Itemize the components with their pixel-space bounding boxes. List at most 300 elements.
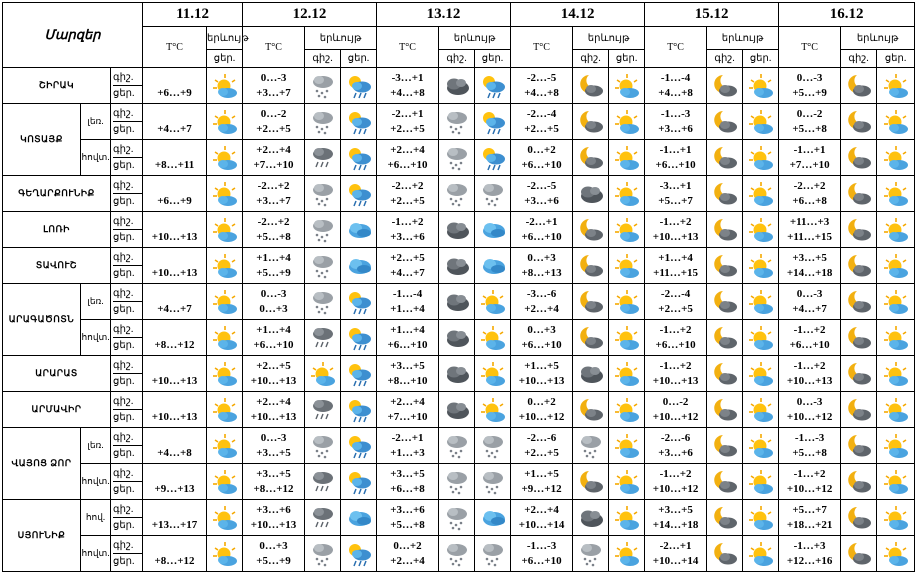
temp-cell: [143, 536, 207, 572]
day-temp: +3…+6: [524, 194, 559, 207]
date-header: 16.12: [779, 3, 915, 27]
day-temp: +8…+12: [253, 482, 294, 495]
night-weather-cell: [439, 248, 475, 284]
moon-cloud-icon: [573, 252, 608, 280]
moon-cloud-icon: [841, 72, 876, 100]
night-temp: +1…+5: [524, 467, 559, 480]
day-temp: +6…+10: [521, 554, 562, 567]
temp-cell: [645, 176, 707, 212]
moon-cloud-icon: [707, 144, 742, 172]
sun-icon: [743, 504, 778, 532]
day-temp: +5…+8: [256, 230, 291, 243]
day-weather-cell: [475, 284, 511, 320]
date-header: 11.12: [143, 3, 243, 27]
temp-cell: [511, 464, 573, 500]
night-weather-cell: [707, 284, 743, 320]
night-weather-cell: [305, 176, 341, 212]
night-temp: +3…+5: [390, 467, 425, 480]
night-temp: -1…+2: [793, 467, 826, 480]
forecast-table: [2, 2, 915, 572]
day-temp: +10…+12: [786, 482, 833, 495]
day-temp: +4…+7: [390, 266, 425, 279]
day-temp: +10…+12: [518, 410, 565, 423]
day-weather-cell: [743, 284, 779, 320]
temp-cell: [511, 500, 573, 536]
temp-header: T°C: [143, 27, 207, 68]
day-weather-cell: [475, 68, 511, 104]
day-temp: +3…+7: [256, 86, 291, 99]
temp-cell: [377, 500, 439, 536]
day-weather-cell: [743, 536, 779, 572]
day-weather-cell: [877, 392, 915, 428]
sun-icon: [743, 252, 778, 280]
snow-cloud-icon: [305, 252, 340, 280]
temp-cell: [143, 500, 207, 536]
sun-icon: [609, 108, 644, 136]
temp-cell: [243, 140, 305, 176]
day-weather-cell: [743, 392, 779, 428]
day-temp: +6…+10: [253, 338, 294, 351]
day-temp: +4…+8: [658, 86, 693, 99]
temp-cell: [143, 392, 207, 428]
temp-header: T°C: [645, 27, 707, 68]
sun-icon: [743, 216, 778, 244]
night-temp: +3…+5: [792, 251, 827, 264]
moon-cloud-icon: [573, 324, 608, 352]
day-weather-cell: [341, 320, 377, 356]
sun-icon: [609, 396, 644, 424]
sun-icon: [609, 72, 644, 100]
temp-cell: [511, 392, 573, 428]
weather-cell: [207, 392, 243, 428]
subregion-name: հովտ.: [81, 536, 111, 572]
night-weather-cell: [707, 392, 743, 428]
day-weather-cell: [743, 212, 779, 248]
day-weather-cell: [475, 536, 511, 572]
night-weather-cell: [707, 212, 743, 248]
day-weather-cell: [609, 500, 645, 536]
day-weather-cell: [475, 212, 511, 248]
snow-cloud-icon: [439, 468, 474, 496]
dark-cloud-icon: [439, 252, 474, 280]
night-temp: -2…+2: [257, 179, 290, 192]
sun-icon: [609, 288, 644, 316]
day-weather-cell: [341, 356, 377, 392]
sun-icon: [207, 180, 242, 208]
rain-cloud-icon: [305, 144, 340, 172]
temp-cell: [377, 392, 439, 428]
day-temp: +6…+10: [521, 230, 562, 243]
moon-cloud-icon: [707, 72, 742, 100]
day-temp: +14…+18: [652, 518, 699, 531]
temp-cell: [779, 500, 841, 536]
day-weather-cell: [341, 68, 377, 104]
night-temp: -3…-6: [526, 287, 557, 300]
table-row: [3, 284, 915, 320]
night-weather-cell: [841, 464, 877, 500]
night-label: գիշ.: [113, 288, 134, 299]
temp-cell: [243, 104, 305, 140]
day-weather-cell: [877, 248, 915, 284]
day-weather-cell: [475, 176, 511, 212]
dark-cloud-icon: [439, 216, 474, 244]
day-weather-cell: [341, 248, 377, 284]
temp-cell: [645, 212, 707, 248]
snow-cloud-icon: [305, 180, 340, 208]
sun-icon: [609, 216, 644, 244]
night-header: գիշ.: [707, 50, 743, 68]
moon-cloud-icon: [573, 396, 608, 424]
night-label: գիշ.: [113, 540, 134, 551]
night-weather-cell: [841, 248, 877, 284]
temp-cell: [143, 428, 207, 464]
sun-rain-icon: [341, 324, 376, 352]
temp-cell: [779, 212, 841, 248]
moon-cloud-icon: [573, 72, 608, 100]
night-weather-cell: [439, 428, 475, 464]
snow-cloud-icon: [305, 288, 340, 316]
day-temp: +3…+6: [658, 446, 693, 459]
night-weather-cell: [841, 500, 877, 536]
day-label: ցեր.: [113, 157, 142, 173]
region-name: [3, 500, 81, 572]
night-weather-cell: [573, 248, 609, 284]
day-weather-cell: [609, 104, 645, 140]
sun-icon: [207, 396, 242, 424]
day-temp: +10…+12: [786, 410, 833, 423]
temp-cell: [779, 320, 841, 356]
night-temp: -2…+1: [391, 107, 424, 120]
day-header: ցեր.: [609, 50, 645, 68]
snow-cloud-icon: [573, 540, 608, 568]
night-weather-cell: [439, 320, 475, 356]
weather-cell: [207, 140, 243, 176]
night-weather-cell: [305, 248, 341, 284]
sun-icon: [207, 540, 242, 568]
day-temp: +10…+13: [518, 374, 565, 387]
night-temp: -1…+2: [659, 215, 692, 228]
temp-cell: [511, 212, 573, 248]
dark-cloud-icon: [439, 324, 474, 352]
day-temp: +5…+8: [792, 122, 827, 135]
night-weather-cell: [841, 212, 877, 248]
night-temp: -2…-6: [526, 431, 557, 444]
sun-icon: [609, 180, 644, 208]
night-weather-cell: [573, 140, 609, 176]
day-weather-cell: [475, 464, 511, 500]
night-weather-cell: [439, 464, 475, 500]
day-weather-cell: [475, 104, 511, 140]
day-label: ցեր.: [113, 445, 142, 461]
day-weather-cell: [475, 140, 511, 176]
night-header: գիշ.: [439, 50, 475, 68]
day-weather-cell: [743, 428, 779, 464]
day-weather-cell: [609, 212, 645, 248]
date-header: 15.12: [645, 3, 779, 27]
night-label: գիշ.: [113, 360, 134, 371]
moon-cloud-icon: [841, 144, 876, 172]
moon-cloud-icon: [573, 108, 608, 136]
weather-cell: [207, 104, 243, 140]
day-weather-cell: [341, 212, 377, 248]
region-name: [3, 356, 111, 392]
night-temp: +1…+4: [256, 251, 291, 264]
night-temp: -1…-3: [794, 431, 825, 444]
sun-icon: [877, 432, 914, 460]
day-temp: +3…+5: [256, 446, 291, 459]
night-temp: +2…+5: [390, 251, 425, 264]
region-label: ԼՈՌԻ: [43, 224, 70, 234]
day-temp: +5…+9: [792, 86, 827, 99]
temp-cell: [645, 500, 707, 536]
date-header: 14.12: [511, 3, 645, 27]
temp-cell: [645, 248, 707, 284]
night-temp: -2…+1: [659, 539, 692, 552]
night-day-label: [111, 320, 143, 356]
sun-rain-icon: [341, 360, 376, 388]
day-weather-cell: [609, 356, 645, 392]
day-weather-cell: [609, 392, 645, 428]
night-weather-cell: [707, 536, 743, 572]
temp-cell: [511, 248, 573, 284]
day-weather-cell: [743, 320, 779, 356]
weather-header: երևույթ: [439, 27, 511, 50]
night-label: գիշ.: [113, 396, 134, 407]
temp-value: +8…+11: [154, 158, 195, 171]
night-temp: +2…+4: [256, 395, 291, 408]
day-temp: +5…+9: [256, 554, 291, 567]
temp-cell: [645, 104, 707, 140]
day-temp: +6…+8: [390, 482, 425, 495]
temp-cell: [779, 356, 841, 392]
day-temp: +12…+16: [786, 554, 833, 567]
night-weather-cell: [707, 140, 743, 176]
night-weather-cell: [573, 176, 609, 212]
temp-cell: [511, 428, 573, 464]
moon-cloud-icon: [573, 144, 608, 172]
day-weather-cell: [475, 500, 511, 536]
night-day-label: [111, 464, 143, 500]
night-temp: 0…-2: [260, 107, 287, 120]
sun-rain-icon: [341, 288, 376, 316]
day-weather-cell: [877, 428, 915, 464]
night-temp: -1…+1: [793, 143, 826, 156]
region-label: ՏԱՎՈՒՇ: [35, 260, 78, 270]
night-weather-cell: [707, 464, 743, 500]
day-temp: +6…+10: [387, 338, 428, 351]
temp-cell: [645, 284, 707, 320]
night-weather-cell: [841, 356, 877, 392]
day-weather-cell: [877, 536, 915, 572]
snow-cloud-icon: [475, 468, 510, 496]
sun-icon: [743, 72, 778, 100]
sun-icon: [207, 216, 242, 244]
moon-cloud-icon: [841, 504, 876, 532]
region-name: [3, 104, 81, 176]
temp-value: +10…+13: [151, 266, 198, 279]
day-weather-cell: [475, 392, 511, 428]
night-label: գիշ.: [113, 216, 134, 227]
moon-cloud-icon: [707, 540, 742, 568]
sun-icon: [475, 288, 510, 316]
night-temp: +2…+4: [390, 395, 425, 408]
night-label: գիշ.: [113, 108, 134, 119]
night-weather-cell: [305, 392, 341, 428]
day-label: ցեր.: [113, 229, 142, 245]
temp-cell: [243, 428, 305, 464]
night-temp: +3…+5: [256, 467, 291, 480]
moon-cloud-icon: [707, 396, 742, 424]
temp-cell: [511, 284, 573, 320]
temp-value: +6…+9: [157, 86, 192, 99]
temp-cell: [377, 248, 439, 284]
snow-cloud-icon: [439, 144, 474, 172]
temp-cell: [143, 284, 207, 320]
day-temp: 0…+3: [259, 302, 288, 315]
night-weather-cell: [573, 464, 609, 500]
day-header: ցեր.: [341, 50, 377, 68]
night-temp: -1…-3: [660, 107, 691, 120]
moon-cloud-icon: [707, 432, 742, 460]
temp-cell: [377, 284, 439, 320]
sun-icon: [743, 432, 778, 460]
sun-icon: [877, 324, 914, 352]
night-label: գիշ.: [113, 504, 134, 515]
sun-icon: [743, 360, 778, 388]
sun-icon: [609, 144, 644, 172]
night-temp: 0…+3: [527, 251, 556, 264]
day-temp: +8…+13: [521, 266, 562, 279]
region-name: [3, 212, 111, 248]
day-temp: +6…+10: [789, 338, 830, 351]
cloud-icon: [341, 504, 376, 532]
day-weather-cell: [877, 500, 915, 536]
temp-header: T°C: [779, 27, 841, 68]
weather-cell: [207, 176, 243, 212]
temp-cell: [243, 248, 305, 284]
day-weather-cell: [341, 392, 377, 428]
night-weather-cell: [573, 284, 609, 320]
temp-cell: [243, 500, 305, 536]
region-name: [3, 284, 81, 356]
weather-header: երևույթ: [305, 27, 377, 50]
day-temp: +7…+10: [253, 158, 294, 171]
day-label: ցեր.: [113, 85, 142, 101]
sun-icon: [877, 72, 914, 100]
night-weather-cell: [841, 392, 877, 428]
sun-rain-icon: [341, 432, 376, 460]
day-weather-cell: [877, 320, 915, 356]
moon-cloud-icon: [573, 468, 608, 496]
night-temp: -1…+2: [659, 359, 692, 372]
temp-cell: [377, 356, 439, 392]
subregion-name: հով.: [81, 500, 111, 536]
table-row: [3, 464, 915, 500]
night-day-label: [111, 284, 143, 320]
day-weather-cell: [743, 176, 779, 212]
night-temp: -1…+2: [659, 467, 692, 480]
day-label: ցեր.: [113, 193, 142, 209]
night-temp: -1…+2: [391, 215, 424, 228]
subregion-name: լեռ.: [81, 284, 111, 320]
sun-icon: [877, 396, 914, 424]
sun-rain-icon: [341, 396, 376, 424]
night-day-label: [111, 212, 143, 248]
sun-icon: [207, 324, 242, 352]
night-temp: -2…+2: [793, 179, 826, 192]
night-temp: 0…-3: [260, 431, 287, 444]
sun-icon: [877, 360, 914, 388]
night-weather-cell: [573, 428, 609, 464]
moon-cloud-icon: [841, 432, 876, 460]
day-temp: +14…+18: [786, 266, 833, 279]
day-temp: +6…+10: [387, 158, 428, 171]
day-label: ցեր.: [113, 517, 142, 533]
rain-cloud-icon: [305, 396, 340, 424]
temp-cell: [243, 320, 305, 356]
temp-value: +13…+17: [151, 518, 198, 531]
sun-icon: [207, 468, 242, 496]
night-temp: 0…+2: [527, 143, 556, 156]
sun-icon: [743, 288, 778, 316]
day-temp: +2…+5: [390, 194, 425, 207]
day-temp: +3…+7: [256, 194, 291, 207]
temp-value: +6…+9: [157, 194, 192, 207]
subregion-name: լեռ.: [81, 428, 111, 464]
night-temp: 0…-3: [796, 287, 823, 300]
region-label: ԱՐԱՐԱՏ: [35, 368, 78, 378]
sun-rain-icon: [341, 468, 376, 496]
day-weather-cell: [743, 248, 779, 284]
day-temp: +10…+13: [250, 410, 297, 423]
temp-cell: [645, 464, 707, 500]
snow-cloud-icon: [573, 432, 608, 460]
temp-header: T°C: [243, 27, 305, 68]
night-label: գիշ.: [113, 468, 134, 479]
day-temp: +6…+10: [521, 158, 562, 171]
day-weather-cell: [475, 356, 511, 392]
night-weather-cell: [707, 68, 743, 104]
day-temp: +10…+13: [786, 374, 833, 387]
region-name: [3, 248, 111, 284]
temp-cell: [243, 392, 305, 428]
day-temp: +10…+13: [652, 230, 699, 243]
table-row: [3, 140, 915, 176]
temp-cell: [779, 248, 841, 284]
day-weather-cell: [743, 68, 779, 104]
day-header: ցեր.: [475, 50, 511, 68]
night-day-label: [111, 500, 143, 536]
night-temp: 0…+3: [259, 539, 288, 552]
temp-cell: [511, 356, 573, 392]
temp-cell: [511, 320, 573, 356]
night-temp: -3…+1: [391, 71, 424, 84]
night-temp: -2…+1: [525, 215, 558, 228]
temp-cell: [511, 140, 573, 176]
night-weather-cell: [439, 284, 475, 320]
temp-cell: [143, 140, 207, 176]
day-temp: +6…+10: [521, 338, 562, 351]
night-temp: 0…+3: [527, 323, 556, 336]
night-weather-cell: [305, 536, 341, 572]
sun-icon: [743, 324, 778, 352]
night-temp: +3…+5: [658, 503, 693, 516]
day-temp: +6…+10: [655, 338, 696, 351]
table-row: [3, 356, 915, 392]
day-weather-cell: [743, 104, 779, 140]
table-row: [3, 248, 915, 284]
forecast-body: [3, 68, 915, 572]
